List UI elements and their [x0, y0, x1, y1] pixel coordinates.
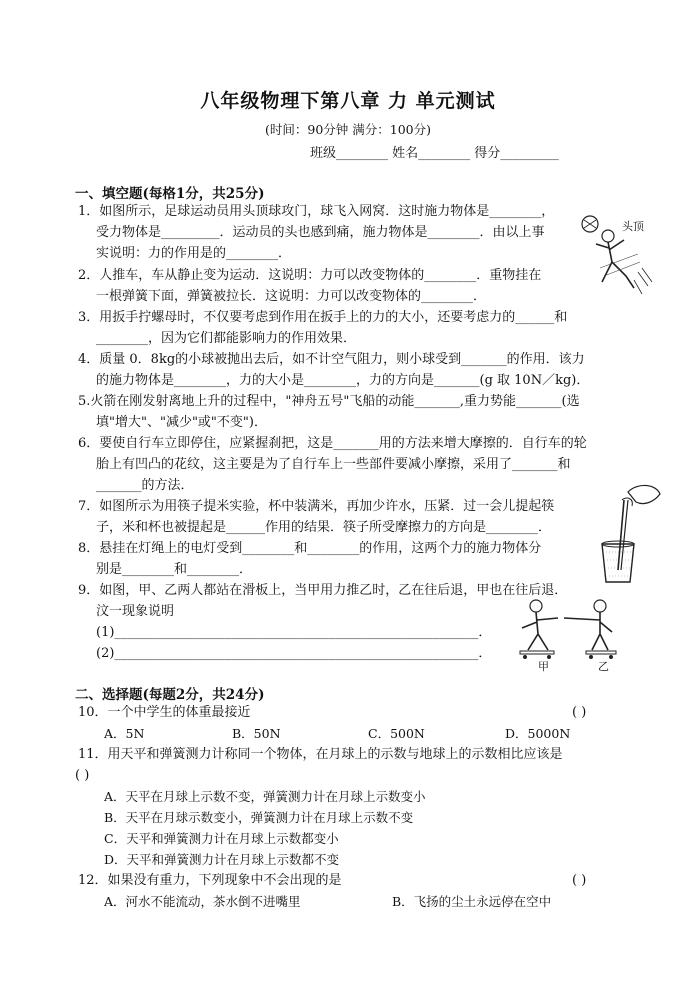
- question-6-line-1: 6．要使自行车立即停住，应紧握刹把，这是_______用的方法来增大摩擦的．自行车的轮: [78, 436, 587, 451]
- question-10: 10．一个中学生的体重最接近: [78, 705, 251, 720]
- question-3-line-2: ________，因为它们都能影响力的作用效果．: [96, 331, 357, 346]
- skateboard-push-figure: [508, 594, 636, 676]
- question-5-line-1: 5.火箭在刚发射离地上升的过程中，"神舟五号"飞船的动能_______,重力势能_______(选: [78, 394, 580, 409]
- section-fill-in-heading: 一、填空题(每格1分，共25分): [75, 186, 265, 202]
- question-9-answer-2: (2)________________________________________________________．: [96, 646, 492, 661]
- question-12: 12．如果没有重力，下列现象中不会出现的是: [78, 873, 342, 888]
- question-12-answer-bracket: ( ): [572, 873, 587, 888]
- page-title: 八年级物理下第八章 力 单元测试: [200, 90, 496, 112]
- question-12-option-b: B．飞扬的尘土永远停在空中: [392, 894, 552, 909]
- question-11-option-b: B．天平在月球示数变小，弹簧测力计在月球上示数不变: [104, 810, 414, 825]
- question-11-option-d: D．天平和弹簧测力计在月球上示数都不变: [104, 852, 340, 867]
- question-2-line-2: 一根弹簧下面，弹簧被拉长．这说明：力可以改变物体的________．: [96, 289, 487, 304]
- question-9-line-2: 汶一现象说明: [96, 604, 175, 619]
- question-8-line-1: 8．悬挂在灯绳上的电灯受到________和________的作用，这两个力的施力物体分: [78, 541, 542, 556]
- question-10-option-c: C．500N: [368, 726, 425, 741]
- question-10-option-d: D．5000N: [505, 726, 571, 741]
- question-2-line-1: 2．人推车，车从静止变为运动．这说明：力可以改变物体的________．重物挂在: [78, 268, 542, 283]
- question-5-line-2: 填"增大"、"减少"或"不变")．: [96, 415, 267, 430]
- exam-subtitle: (时间：90分钟 满分：100分): [265, 122, 431, 137]
- question-4-line-1: 4．质量 0．8kg的小球被抛出去后，如不计空气阻力，则小球受到_______的作用．该力: [78, 352, 585, 367]
- question-11-option-a: A．天平在月球上示数不变，弹簧测力计在月球上示数变小: [104, 789, 426, 804]
- question-4-line-2: 的施力物体是________，力的大小是________，力的方向是_______(g 取 10N／kg)．: [96, 373, 590, 388]
- question-7-line-2: 子，米和杯也被提起是______作用的结果．筷子所受摩擦力的方向是________．: [96, 520, 552, 535]
- header-label: 头顶: [622, 220, 644, 233]
- section-choice-heading: 二、选择题(每题2分，共24分): [75, 687, 265, 703]
- question-10-option-b: B．50N: [232, 726, 281, 741]
- question-6-line-2: 胎上有凹凸的花纹，这主要是为了自行车上一些部件要减小摩擦，采用了_______和: [96, 457, 571, 472]
- chopsticks-rice-figure: [598, 478, 664, 588]
- question-1-line-3: 实说明：力的作用是的________．: [96, 246, 292, 261]
- question-11-line-1: 11．用天平和弹簧测力计称同一个物体，在月球上的示数与地球上的示数相比应该是: [78, 747, 563, 762]
- question-10-answer-bracket: ( ): [572, 705, 587, 720]
- person-a-label: 甲: [538, 660, 549, 673]
- person-b-label: 乙: [598, 660, 609, 673]
- header-ball-figure: [578, 210, 658, 300]
- question-3-line-1: 3．用扳手拧螺母时，不仅要考虑到作用在扳手上的力的大小，还要考虑力的______和: [78, 310, 568, 325]
- question-8-line-2: 别是________和________．: [96, 562, 253, 577]
- question-9-line-1: 9．如图，甲、乙两人都站在滑板上，当甲用力推乙时，乙在往后退，甲也在往后退．: [78, 583, 568, 598]
- question-11-answer-bracket: ( ): [75, 768, 90, 783]
- question-1-line-1: 1．如图所示，足球运动员用头顶球攻门，球飞入网窝．这时施力物体是________，: [78, 204, 555, 219]
- question-7-line-1: 7．如图所示为用筷子提米实验，杯中装满米，再加少许水，压紧．过一会儿提起筷: [78, 499, 555, 514]
- question-11-option-c: C．天平和弹簧测力计在月球上示数都变小: [104, 831, 339, 846]
- student-info-line: 班级________ 姓名________ 得分_________: [310, 146, 559, 161]
- question-10-option-a: A．5N: [104, 726, 145, 741]
- question-6-line-3: _______的方法．: [96, 478, 194, 493]
- question-9-answer-1: (1)________________________________________________________．: [96, 625, 492, 640]
- question-12-option-a: A．河水不能流动，茶水倒不进嘴里: [104, 894, 301, 909]
- question-1-line-2: 受力物体是_________．运动员的头也感到痛，施力物体是________．由以上事: [96, 225, 545, 240]
